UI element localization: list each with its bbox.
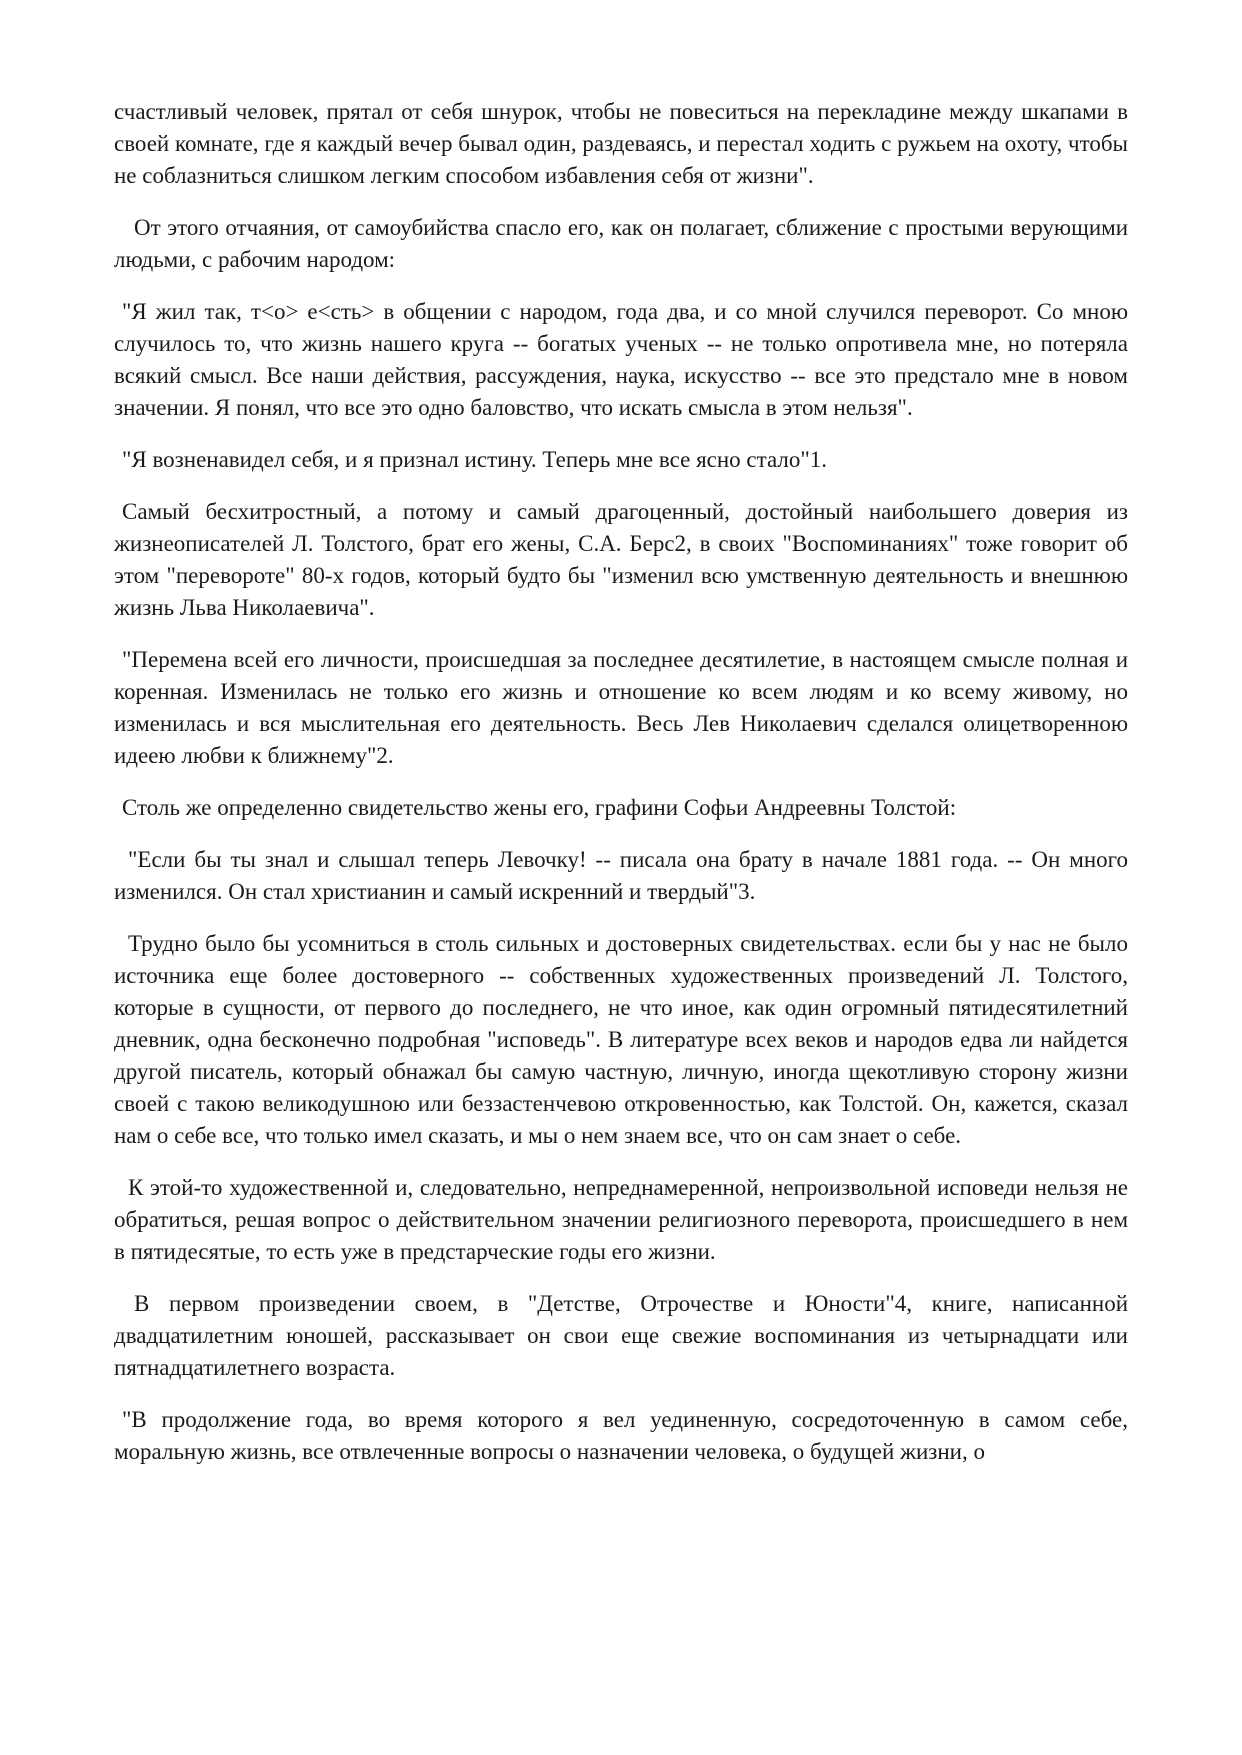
- text-column: [114, 96, 1128, 1488]
- paragraph-9: Трудно было бы усомниться в столь сильных и достоверных свидетельствах. если бы у нас не было источника еще более достоверного -- собственных художественных произведений Л. Толстого, которые в сущности, от первого до последнего, не что иное, как один огромный пятидесятилетний дневник, одна бесконечно подробная "исповедь". В литературе всех веков и народов едва ли найдется другой писатель, который обнажал бы самую частную, личную, иногда щекотливую сторону жизни своей с такою великодушною или беззастенчевою откровенностью, как Толстой. Он, кажется, сказал нам о себе все, что только имел сказать, и мы о нем знаем все, что он сам знает о себе.: [114, 931, 1128, 1148]
- paragraph-3: "Я жил так, т<о> е<сть> в общении с народом, года два, и со мной случился переворот. Со мною случилось то, что жизнь нашего круга -- богатых ученых -- не только опротивела мне, но потеряла всякий смысл. Все наши действия, рассуждения, наука, искусство -- все это предстало мне в новом значении. Я понял, что все это одно баловство, что искать смысла в этом нельзя".: [114, 299, 1128, 420]
- paragraph-1: счастливый человек, прятал от себя шнурок, чтобы не повеситься на перекладине между шкапами в своей комнате, где я каждый вечер бывал один, раздеваясь, и перестал ходить с ружьем на охоту, чтобы не соблазниться слишком легким способом избавления себя от жизни".: [114, 99, 1128, 188]
- paragraph-12: "В продолжение года, во время которого я вел уединенную, сосредоточенную в самом себе, моральную жизнь, все отвлеченные вопросы о назначении человека, о будущей жизни, о: [114, 1407, 1128, 1464]
- paragraph-5: Самый бесхитростный, а потому и самый драгоценный, достойный наибольшего доверия из жизнеописателей Л. Толстого, брат его жены, С.А. Берс2, в своих "Воспоминаниях" тоже говорит об этом "перевороте" 80-х годов, который будто бы "изменил всю умственную деятельность и внешнюю жизнь Льва Николаевича".: [114, 499, 1128, 620]
- paragraph-10: К этой-то художественной и, следовательно, непреднамеренной, непроизвольной исповеди нельзя не обратиться, решая вопрос о действительном значении религиозного переворота, происшедшего в нем в пятидесятые, то есть уже в предстарческие годы его жизни.: [114, 1175, 1128, 1264]
- paragraph-11: В первом произведении своем, в "Детстве, Отрочестве и Юности"4, книге, написанной двадцатилетним юношей, рассказывает он свои еще свежие воспоминания из четырнадцати или пятнадцатилетнего возраста.: [114, 1291, 1128, 1380]
- paragraph-8: "Если бы ты знал и слышал теперь Левочку! -- писала она брату в начале 1881 года. -- Он много изменился. Он стал христианин и самый искренний и твердый"3.: [114, 847, 1128, 904]
- paragraph-4: "Я возненавидел себя, и я признал истину. Теперь мне все ясно стало"1.: [122, 447, 827, 472]
- paragraph-6: "Перемена всей его личности, происшедшая за последнее десятилетие, в настоящем смысле полная и коренная. Изменилась не только его жизнь и отношение ко всем людям и ко всему живому, но изменилась и вся мыслительная его деятельность. Весь Лев Николаевич сделался олицетворенною идеею любви к ближнему"2.: [114, 647, 1128, 768]
- paragraph-7: Столь же определенно свидетельство жены его, графини Софьи Андреевны Толстой:: [122, 795, 957, 820]
- paragraph-2: От этого отчаяния, от самоубийства спасло его, как он полагает, сближение с простыми верующими людьми, с рабочим народом:: [114, 215, 1128, 272]
